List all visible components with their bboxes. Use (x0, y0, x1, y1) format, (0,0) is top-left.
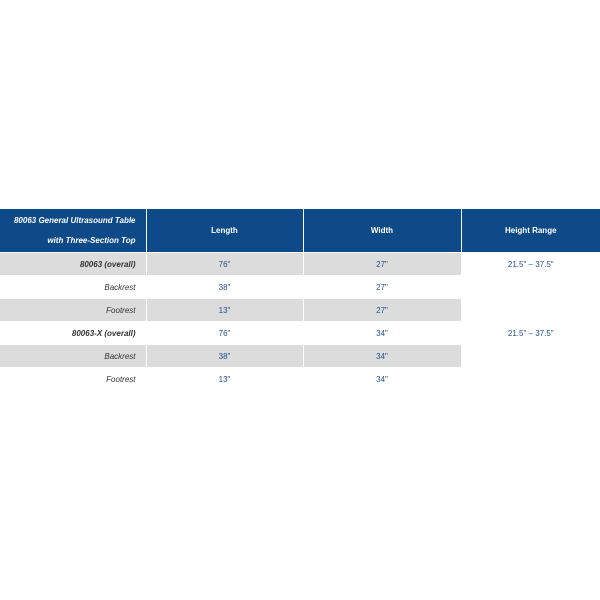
row-label: Footrest (0, 368, 146, 391)
table-row (0, 276, 600, 299)
row-label: Footrest (0, 299, 146, 322)
row-height-range: 21.5" – 37.5" (461, 253, 600, 276)
row-width: 34" (303, 345, 461, 368)
row-length: 76" (146, 322, 303, 345)
header-title-line1: 80063 General Ultrasound Table (13, 215, 136, 225)
row-height-range (461, 276, 600, 299)
row-height-range (461, 299, 600, 322)
header-length: Length (146, 209, 303, 253)
header-title-line2: with Three-Section Top (47, 235, 136, 245)
row-label: 80063-X (overall) (0, 322, 146, 345)
row-height-range (461, 345, 600, 368)
row-width: 27" (303, 253, 461, 276)
spec-table (0, 209, 600, 390)
table-row (0, 345, 600, 368)
header-height-range: Height Range (461, 209, 600, 253)
row-width: 34" (303, 322, 461, 345)
row-width: 27" (303, 299, 461, 322)
row-length: 76" (146, 253, 303, 276)
row-label: 80063 (overall) (0, 253, 146, 276)
row-length: 13" (146, 299, 303, 322)
header-row (0, 209, 600, 253)
row-label: Backrest (0, 345, 146, 368)
row-length: 38" (146, 276, 303, 299)
header-model-title (0, 209, 146, 253)
header-width: Width (303, 209, 461, 253)
row-width: 27" (303, 276, 461, 299)
row-width: 34" (303, 368, 461, 391)
row-length: 38" (146, 345, 303, 368)
table-row (0, 253, 600, 276)
row-height-range: 21.5" – 37.5" (461, 322, 600, 345)
row-label: Backrest (0, 276, 146, 299)
row-length: 13" (146, 368, 303, 391)
table-row (0, 368, 600, 391)
table-row (0, 322, 600, 345)
row-height-range (461, 368, 600, 391)
table-row (0, 299, 600, 322)
